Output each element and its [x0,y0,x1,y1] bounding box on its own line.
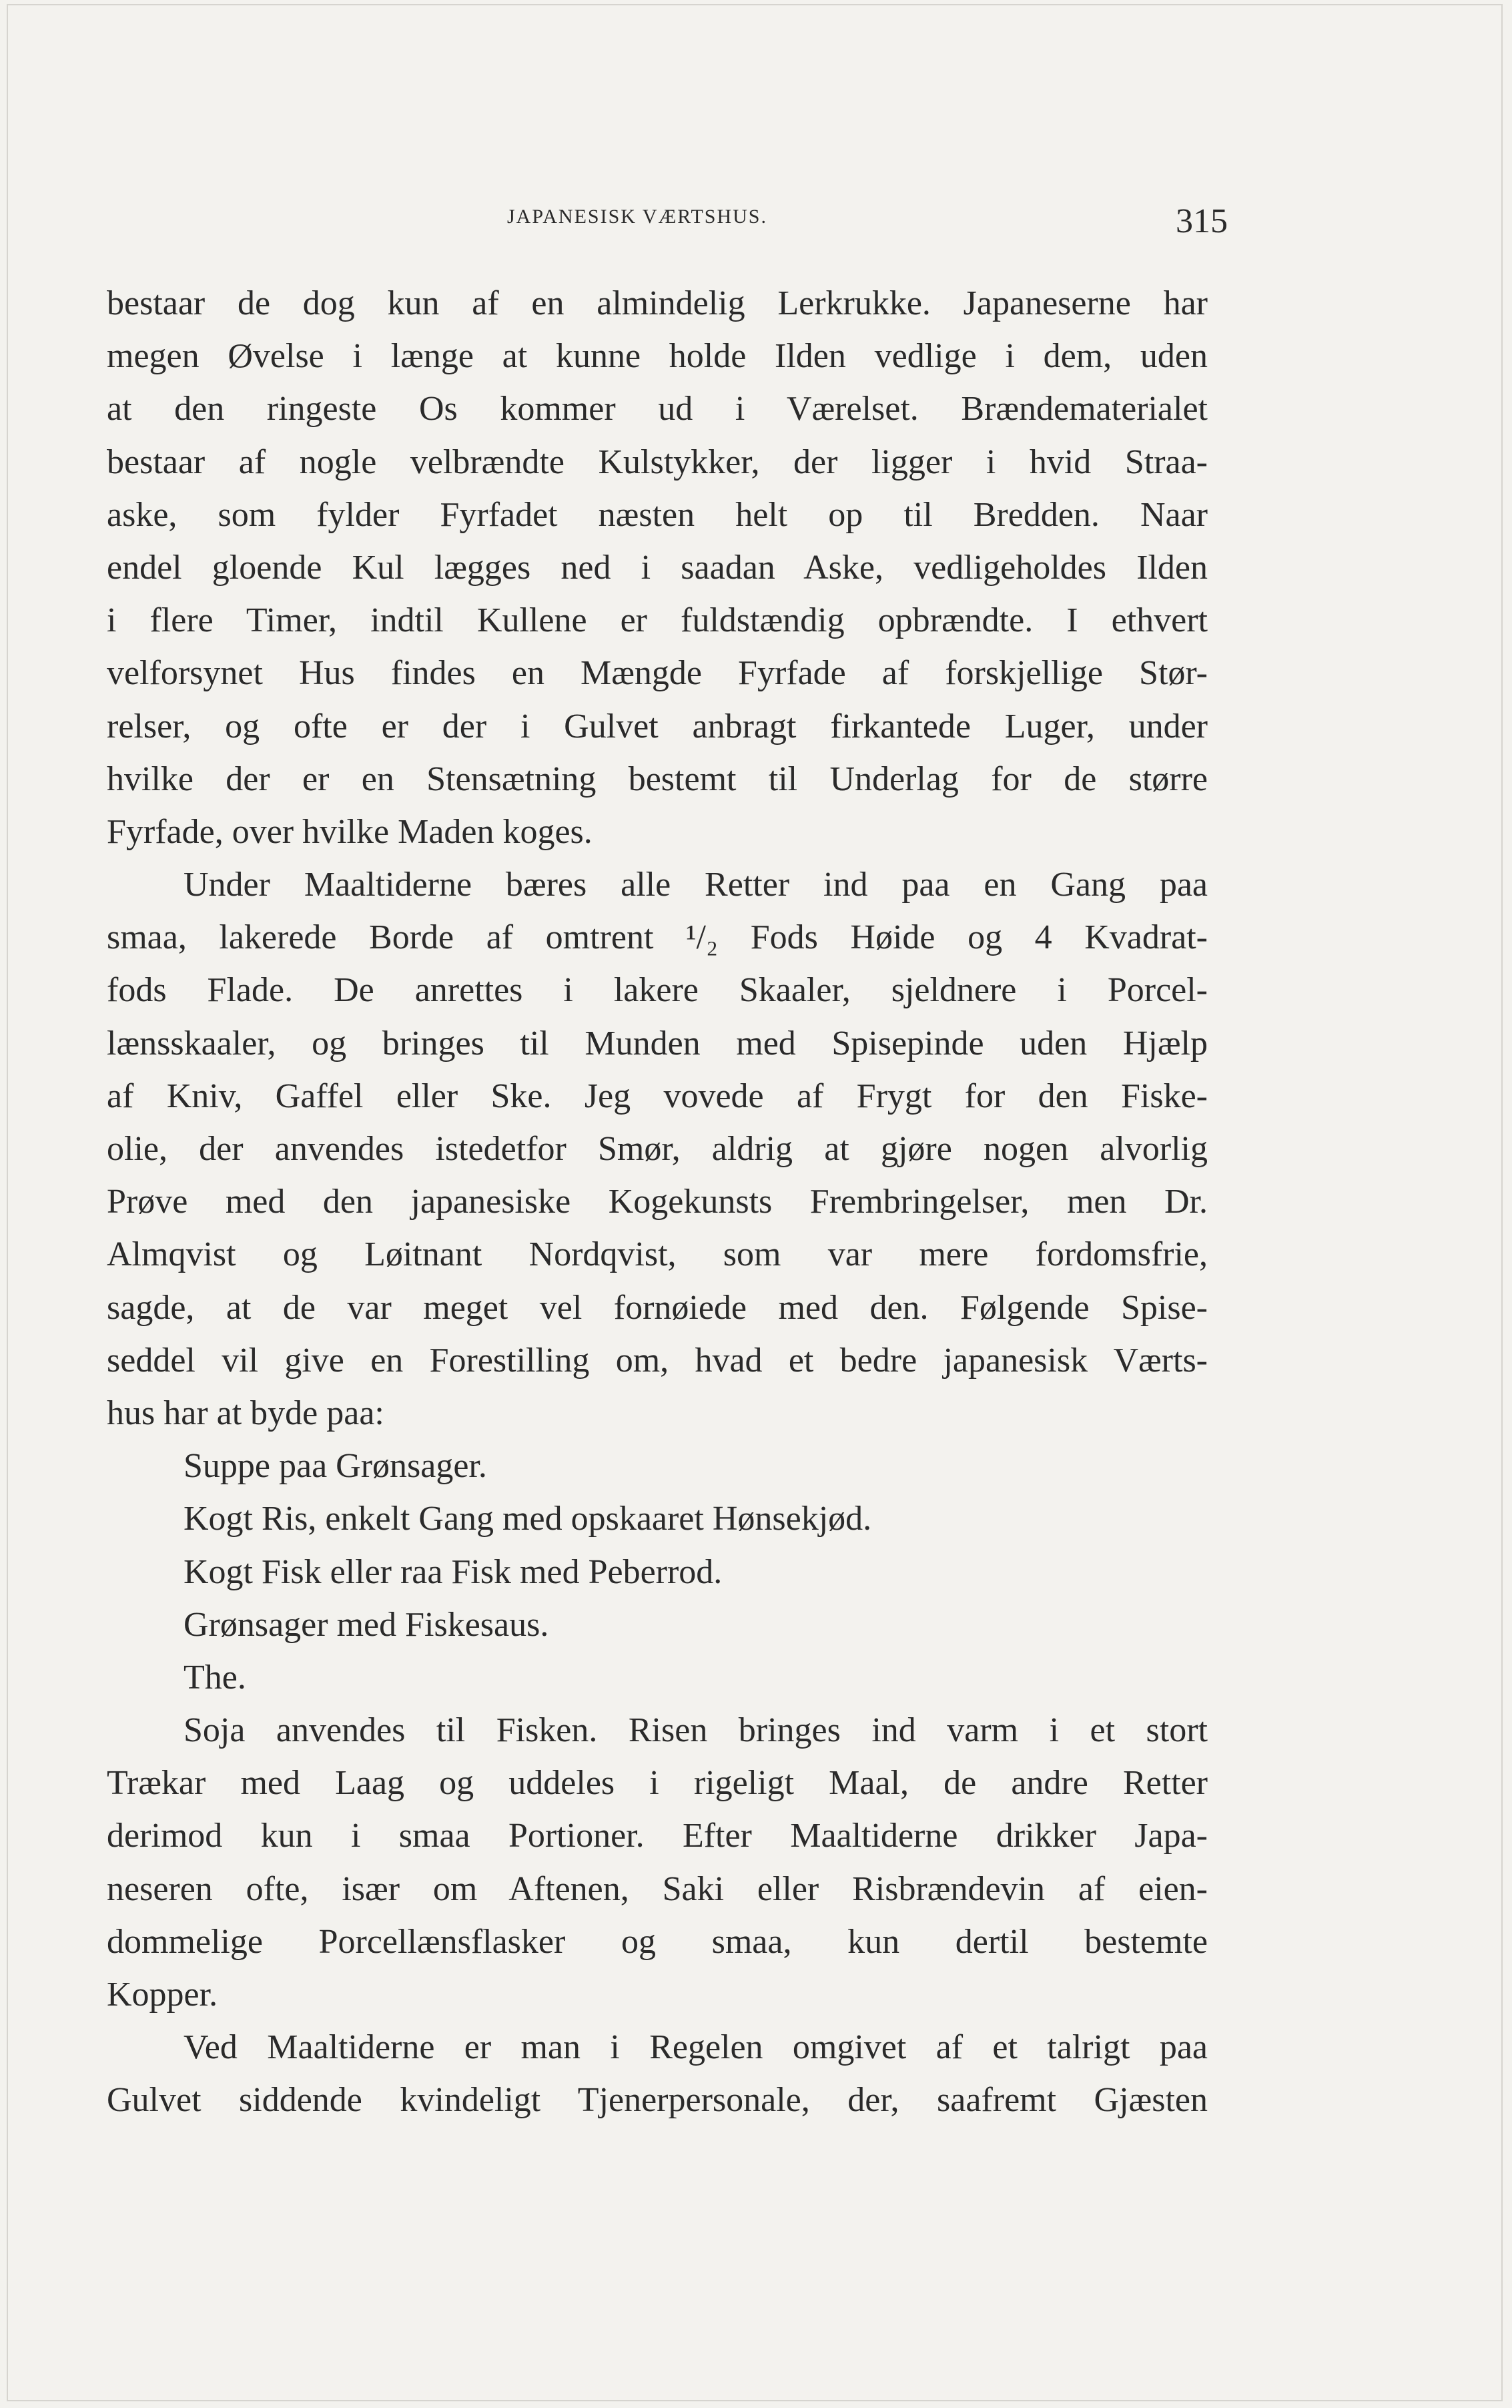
text-line: Trækar med Laag og uddeles i rigeligt Maal, de andre Retter [107,1764,1208,1803]
text-line: Fyrfade, over hvilke Maden koges. [107,812,593,851]
text-line: Suppe paa Grønsager. [183,1447,487,1486]
running-title: JAPANESISK VÆRTSHUS. [507,206,767,228]
text-line: seddel vil give en Forestilling om, hvad et bedre japanesisk Værts- [107,1341,1208,1380]
text-line: smaa, lakerede Borde af omtrent ¹/₂ Fods Høide og 4 Kvadrat- [107,918,1208,957]
text-line: neseren ofte, især om Aftenen, Saki eller Risbrændevin af eien- [107,1869,1208,1908]
text-line: Under Maaltiderne bæres alle Retter ind paa en Gang paa [183,866,1208,904]
text-line: af Kniv, Gaffel eller Ske. Jeg vovede af Frygt for den Fiske- [107,1077,1208,1115]
text-line: velforsynet Hus findes en Mængde Fyrfade af forskjellige Stør- [107,654,1208,693]
text-line: bestaar de dog kun af en almindelig Lerkrukke. Japaneserne har [107,284,1208,322]
text-line: Kogt Fisk eller raa Fisk med Peberrod. [183,1552,723,1591]
text-line: at den ringeste Os kommer ud i Værelset. Brændematerialet [107,390,1208,428]
text-line: Ved Maaltiderne er man i Regelen omgivet af et talrigt paa [183,2028,1208,2067]
text-line: Prøve med den japanesiske Kogekunsts Frembringelser, men Dr. [107,1183,1208,1221]
text-line: endel gloende Kul lægges ned i saadan Aske, vedligeholdes Ilden [107,548,1208,587]
text-line: Kopper. [107,1976,218,2014]
text-line: Kogt Ris, enkelt Gang med opskaaret Hønsekjød. [183,1500,872,1538]
text-line: aske, som fylder Fyrfadet næsten helt op til Bredden. Naar [107,495,1208,534]
page-number: 315 [1176,202,1228,240]
text-line: hus har at byde paa: [107,1394,384,1432]
body-text [107,277,1208,2127]
text-line: relser, og ofte er der i Gulvet anbragt firkantede Luger, under [107,707,1208,745]
text-line: hvilke der er en Stensætning bestemt til Underlag for de større [107,760,1208,798]
text-line: Gulvet siddende kvindeligt Tjenerpersonale, der, saafremt Gjæsten [107,2081,1208,2120]
text-line: Soja anvendes til Fisken. Risen bringes ind varm i et stort [183,1711,1208,1750]
text-line: fods Flade. De anrettes i lakere Skaaler, sjeldnere i Porcel- [107,971,1208,1010]
page-header [107,200,1228,254]
text-line: Almqvist og Løitnant Nordqvist, som var mere fordomsfrie, [107,1235,1208,1274]
text-line: bestaar af nogle velbrændte Kulstykker, der ligger i hvid Straa- [107,442,1208,481]
text-line: dommelige Porcellænsflasker og smaa, kun dertil bestemte [107,1922,1208,1961]
text-line: olie, der anvendes istedetfor Smør, aldrig at gjøre nogen alvorlig [107,1130,1208,1168]
text-line: Grønsager med Fiskesaus. [183,1605,549,1644]
text-line: The. [183,1658,246,1697]
text-line: lænsskaaler, og bringes til Munden med Spisepinde uden Hjælp [107,1024,1208,1063]
text-line: i flere Timer, indtil Kullene er fuldstændig opbrændte. I ethvert [107,601,1208,640]
text-line: sagde, at de var meget vel fornøiede med den. Følgende Spise- [107,1288,1208,1327]
text-line: derimod kun i smaa Portioner. Efter Maaltiderne drikker Japa- [107,1817,1208,1855]
text-line: megen Øvelse i længe at kunne holde Ilden vedlige i dem, uden [107,337,1208,376]
